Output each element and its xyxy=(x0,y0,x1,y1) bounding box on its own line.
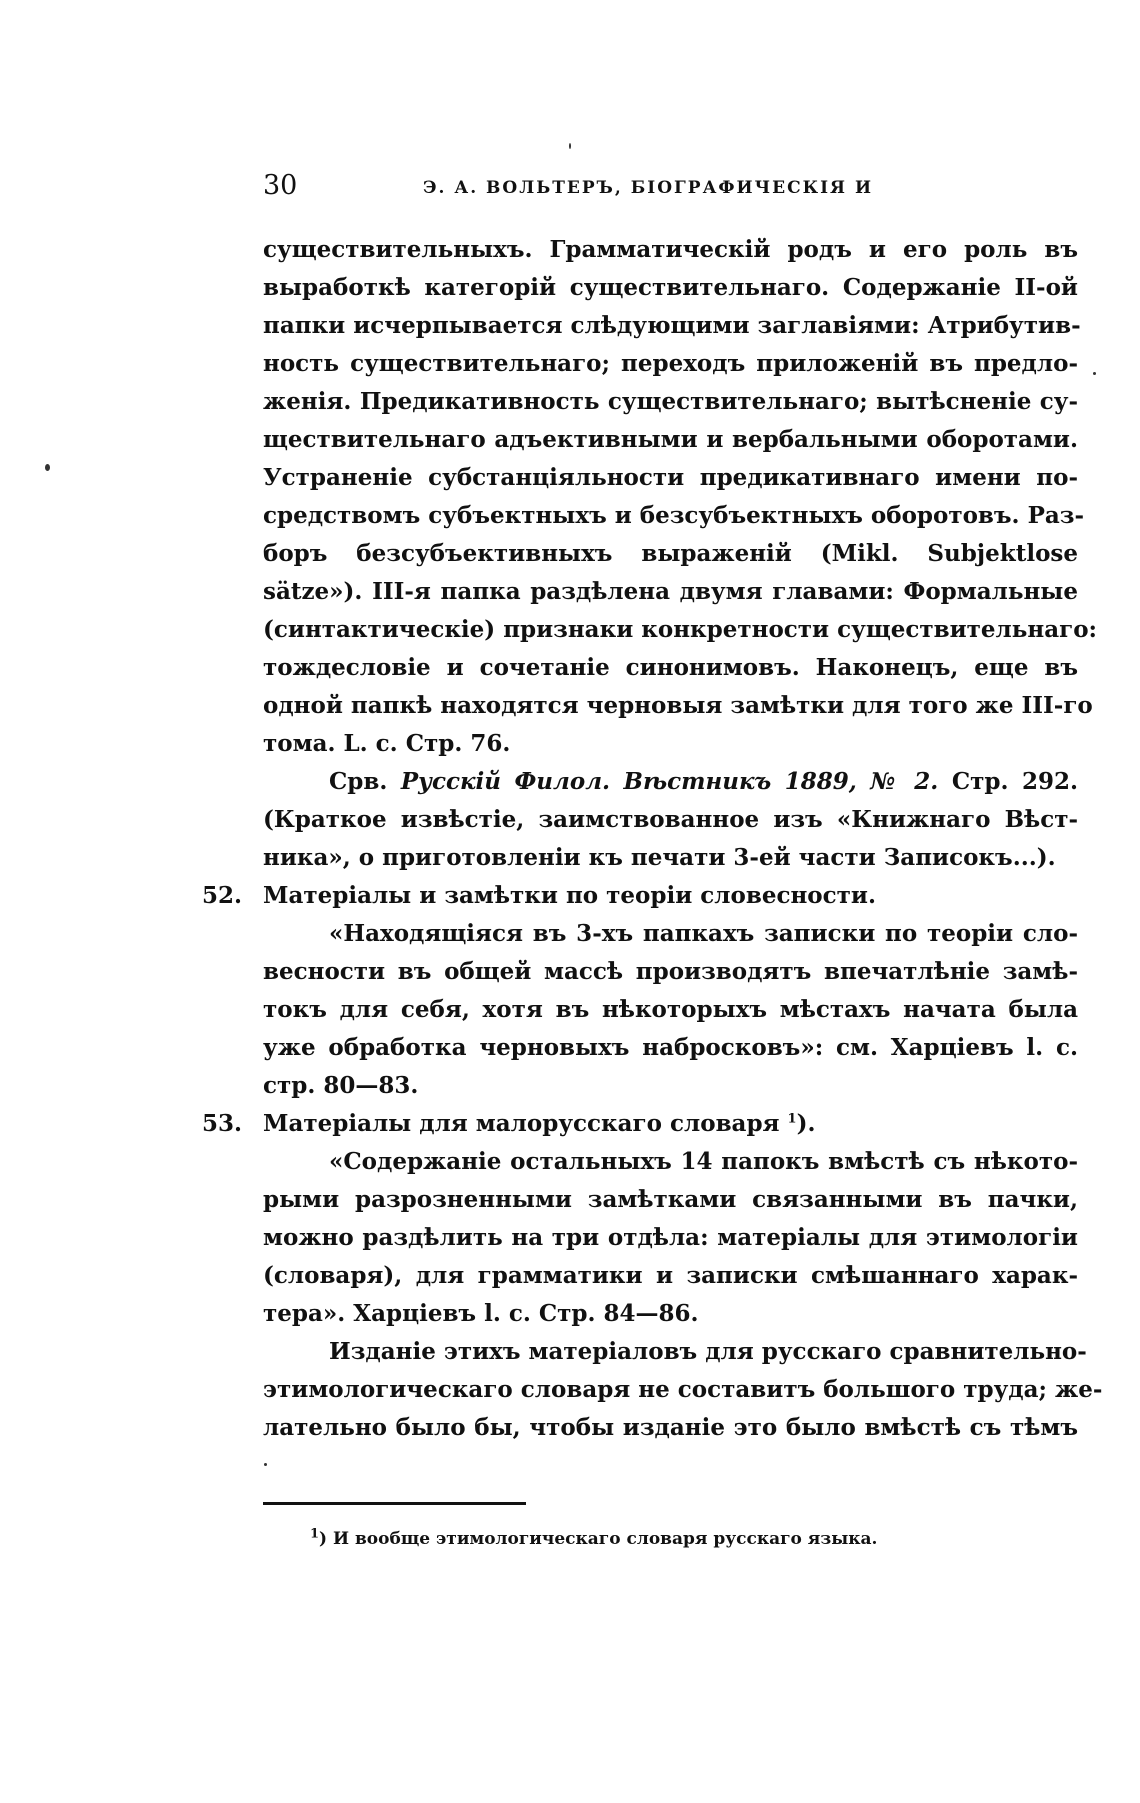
text-line: боръ безсубъективныхъ выраженій (Mikl. Subjektlose xyxy=(263,540,1078,567)
footnote-divider xyxy=(263,1502,526,1505)
text-line: тома. L. c. Стр. 76. xyxy=(263,730,511,757)
text-line: тера». Харціевъ l. c. Стр. 84—86. xyxy=(263,1300,699,1327)
footnote-mark: 1 xyxy=(310,1526,320,1542)
text-line: (синтактическіе) признаки конкретности существительнаго: xyxy=(263,616,1098,643)
footnote-mark-close: ) xyxy=(319,1529,328,1549)
text-line: можно раздѣлить на три отдѣла: матеріалы для этимологіи xyxy=(263,1224,1078,1251)
text-line: весности въ общей массѣ производятъ впечатлѣніе замѣ- xyxy=(263,958,1078,985)
entry-number: 53. xyxy=(202,1110,243,1137)
journal-title: Русскій Филол. Вѣстникъ 1889, № 2. xyxy=(400,768,939,795)
text-line: (Краткое извѣстіе, заимствованное изъ «Книжнаго Вѣст- xyxy=(263,806,1078,833)
footnote xyxy=(310,1526,878,1549)
entry-title: Матеріалы и замѣтки по теоріи словесности. xyxy=(263,882,876,909)
text-line: существительныхъ. Грамматическій родъ и его роль въ xyxy=(263,236,1078,263)
scan-speck xyxy=(264,1463,267,1466)
text-line: Изданіе этихъ матеріаловъ для русскаго сравнительно- xyxy=(329,1338,1087,1365)
scan-speck xyxy=(569,143,571,149)
text-line: (словаря), для грамматики и записки смѣшаннаго харак- xyxy=(263,1262,1078,1289)
text-line: одной папкѣ находятся черновыя замѣтки для того же III-го xyxy=(263,692,1093,719)
text-line: «Находящіяся въ 3-хъ папкахъ записки по теоріи сло- xyxy=(329,920,1078,947)
text-line: sätze»). III-я папка раздѣлена двумя главами: Формальные xyxy=(263,578,1078,605)
text-line: Устраненіе субстанціяльности предикативнаго имени по- xyxy=(263,464,1078,491)
text-line: тождесловіе и сочетаніе синонимовъ. Наконецъ, еще въ xyxy=(263,654,1078,681)
text-line: рыми разрозненными замѣтками связанными въ пачки, xyxy=(263,1186,1078,1213)
text-line: ника», о приготовленіи къ печати 3-ей части Записокъ...). xyxy=(263,844,1056,871)
text-line: выработкѣ категорій существительнаго. Содержаніе II-ой xyxy=(263,274,1078,301)
text-line: этимологическаго словаря не составитъ большого труда; же- xyxy=(263,1376,1103,1403)
page-body xyxy=(202,231,1103,1447)
text-line xyxy=(263,763,1078,801)
page-header xyxy=(263,170,1078,210)
text-line: токъ для себя, хотя въ нѣкоторыхъ мѣстахъ начата была xyxy=(263,996,1078,1023)
running-title: Э. А. ВОЛЬТЕРЪ, БІОГРАФИЧЕСКІЯ И xyxy=(423,178,874,198)
scan-speck xyxy=(45,464,50,471)
scan-speck xyxy=(1093,372,1096,375)
entry-title-end: ). xyxy=(796,1110,816,1137)
page-number: 30 xyxy=(263,170,298,201)
text-line: папки исчерпывается слѣдующими заглавіями: Атрибутив- xyxy=(263,312,1081,339)
text-line: стр. 80—83. xyxy=(263,1072,419,1099)
text-line: «Содержаніе остальныхъ 14 папокъ вмѣстѣ съ нѣкото- xyxy=(329,1148,1078,1175)
footnote-text: И вообще этимологическаго словаря русскаго языка. xyxy=(327,1529,878,1549)
entry-heading xyxy=(202,877,1078,915)
text-line: ность существительнаго; переходъ приложеній въ предло- xyxy=(263,350,1078,377)
text-line: ществительнаго адъективными и вербальными оборотами. xyxy=(263,426,1078,453)
entry-heading xyxy=(202,1105,1078,1143)
text-line: уже обработка черновыхъ набросковъ»: см. Харціевъ l. c. xyxy=(263,1034,1078,1061)
text-line: средствомъ субъектныхъ и безсубъектныхъ оборотовъ. Раз- xyxy=(263,502,1084,529)
line-rest: Стр. 292. xyxy=(938,768,1078,795)
text-line: лательно было бы, чтобы изданіе это было вмѣстѣ съ тѣмъ xyxy=(263,1414,1078,1441)
entry-title: Матеріалы для малорусскаго словаря xyxy=(263,1110,780,1137)
text-line: женія. Предикативность существительнаго; вытѣсненіе су- xyxy=(263,388,1078,415)
footnote-ref[interactable]: 1 xyxy=(787,1111,797,1127)
entry-number: 52. xyxy=(202,882,243,909)
line-prefix: Срв. xyxy=(329,768,401,795)
